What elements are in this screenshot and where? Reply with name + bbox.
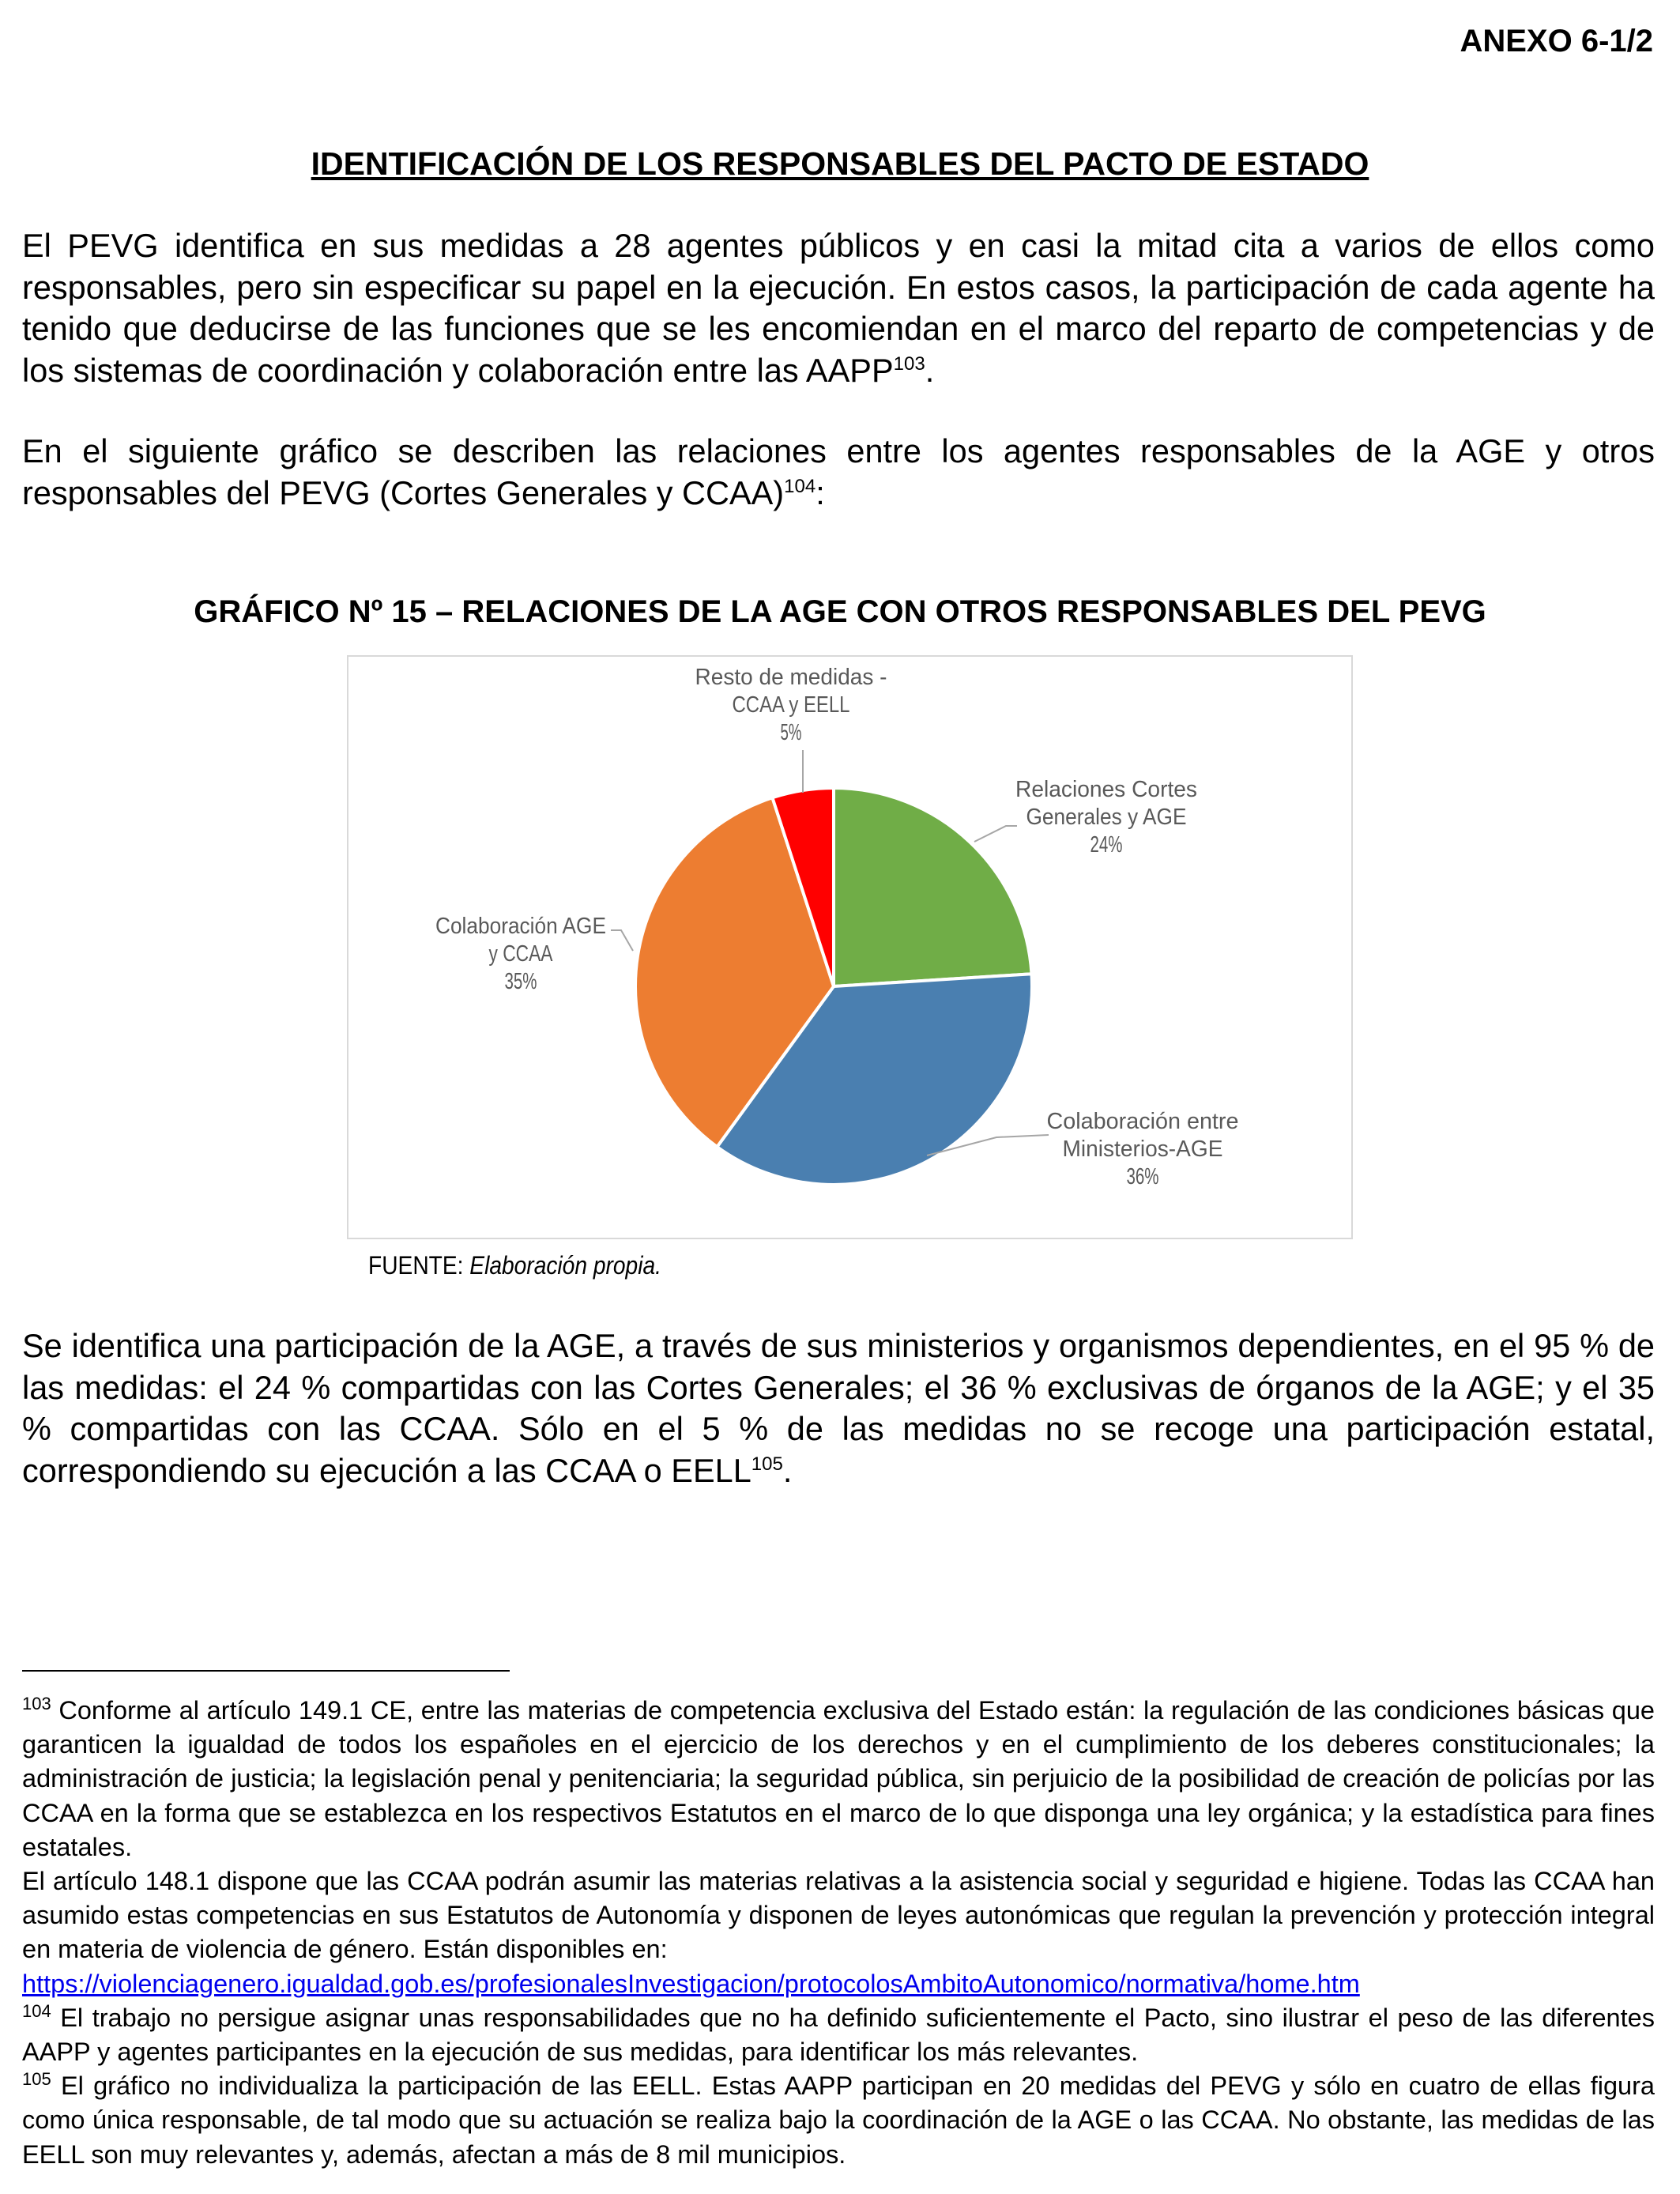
slice-label: CCAA y EELL [732, 692, 850, 718]
punctuation: . [925, 351, 935, 389]
footnote-number: 103 [22, 1694, 51, 1714]
page-title: IDENTIFICACIÓN DE LOS RESPONSABLES DEL PACTO DE ESTADO [311, 145, 1369, 182]
source-text: Elaboración propia. [469, 1251, 661, 1280]
leader-line [611, 930, 633, 951]
slice-label: Relaciones Cortes [1015, 777, 1197, 802]
annex-label: ANEXO 6-1/2 [1460, 24, 1653, 58]
punctuation: . [782, 1451, 793, 1489]
footnote-105 [22, 2069, 1655, 2172]
pie-chart-svg [348, 657, 1351, 1238]
slice-percent-label: 5% [780, 720, 802, 745]
footnote-text: El trabajo no persigue asignar unas responsabilidades que no ha definido suficientemente el Pacto, sino ilustrar el peso de las diferentes AAPP y agentes participantes en la ejecución de sus medidas, para identificar los más relevantes. [22, 2003, 1655, 2067]
slice-label: Generales y AGE [1026, 805, 1187, 830]
footnotes [22, 1694, 1655, 2172]
pie-slice [834, 788, 1032, 986]
paragraph-text: Se identifica una participación de la AGE, a través de sus ministerios y organismos dependientes, en el 95 % de las medidas: el 24 % compartidas con las Cortes Generales; el 36 % exclusivas de órganos de la AGE; y el 35 % compartidas con las CCAA. Sólo en el 5 % de las medidas no se recoge una participación estatal, correspondiendo su ejecución a las CCAA o EELL [22, 1327, 1655, 1489]
slice-label: y CCAA [488, 941, 554, 967]
footnote-text: Conforme al artículo 149.1 CE, entre las materias de competencia exclusiva del Estado están: la regulación de las condiciones básicas que garanticen la igualdad de todos los españoles en el ejercicio de los derechos y en el cumplimiento de los deberes constitucionales; la administración de justicia; la legislación penal y penitenciaria; la seguridad pública, sin perjuicio de la posibilidad de creación de policías por las CCAA en la forma que se establezca en los respectivos Estatutos en el marco de lo que disponga una ley orgánica; y la estadística para fines estatales. [22, 1696, 1655, 1861]
paragraph-3 [22, 1325, 1655, 1491]
paragraph-text: En el siguiente gráfico se describen las relaciones entre los agentes responsables de la AGE y otros responsables del PEVG (Cortes Generales y CCAA) [22, 432, 1655, 511]
chart-source [368, 1251, 661, 1280]
footnote-ref[interactable]: 103 [893, 352, 925, 375]
footnote-ref[interactable]: 104 [784, 475, 816, 497]
leader-line [974, 826, 1017, 842]
slice-label: Ministerios-AGE [1062, 1137, 1223, 1162]
chart-title: GRÁFICO Nº 15 – RELACIONES DE LA AGE CON OTROS RESPONSABLES DEL PEVG [194, 594, 1486, 629]
slice-percent-label: 36% [1126, 1164, 1159, 1189]
pie-chart [347, 655, 1353, 1239]
paragraph-2 [22, 431, 1655, 514]
punctuation: : [816, 473, 825, 511]
footnote-divider [22, 1670, 510, 1672]
footnote-link[interactable]: https://violenciagenero.igualdad.gob.es/profesionalesInvestigacion/protocolosAmbitoAutonomico/normativa/home.htm [22, 1969, 1360, 1998]
footnote-ref[interactable]: 105 [751, 1453, 783, 1475]
slice-label: Colaboración AGE [435, 914, 606, 939]
footnote-103 [22, 1694, 1655, 1864]
slice-percent-label: 24% [1090, 832, 1123, 858]
footnote-104 [22, 2001, 1655, 2069]
footnote-text: El artículo 148.1 dispone que las CCAA podrán asumir las materias relativas a la asistencia social y seguridad e higiene. Todas las CCAA han asumido estas competencias en sus Estatutos de Autonomía y disponen de leyes autonómicas que regulan la prevención y protección integral en materia de violencia de género. Están disponibles en: [22, 1867, 1655, 1964]
paragraph-text: El PEVG identifica en sus medidas a 28 agentes públicos y en casi la mitad cita a varios de ellos como responsables, pero sin especificar su papel en la ejecución. En estos casos, la participación de cada agente ha tenido que deducirse de las funciones que se les encomiendan en el marco del reparto de competencias y de los sistemas de coordinación y colaboración entre las AAPP [22, 227, 1655, 389]
paragraph-1 [22, 225, 1655, 391]
source-label: FUENTE: [368, 1251, 464, 1280]
footnote-number: 105 [22, 2069, 51, 2090]
footnote-103-continued [22, 1864, 1655, 2001]
footnote-text: El gráfico no individualiza la participación de las EELL. Estas AAPP participan en 20 medidas del PEVG y sólo en cuatro de ellas figura como única responsable, de tal modo que su actuación se realiza bajo la coordinación de la AGE o las CCAA. No obstante, las medidas de las EELL son muy relevantes y, además, afectan a más de 8 mil municipios. [22, 2071, 1655, 2169]
footnote-number: 104 [22, 2001, 51, 2021]
slice-label: Colaboración entre [1046, 1109, 1239, 1134]
slice-percent-label: 35% [504, 969, 537, 994]
slice-label: Resto de medidas - [695, 665, 887, 690]
